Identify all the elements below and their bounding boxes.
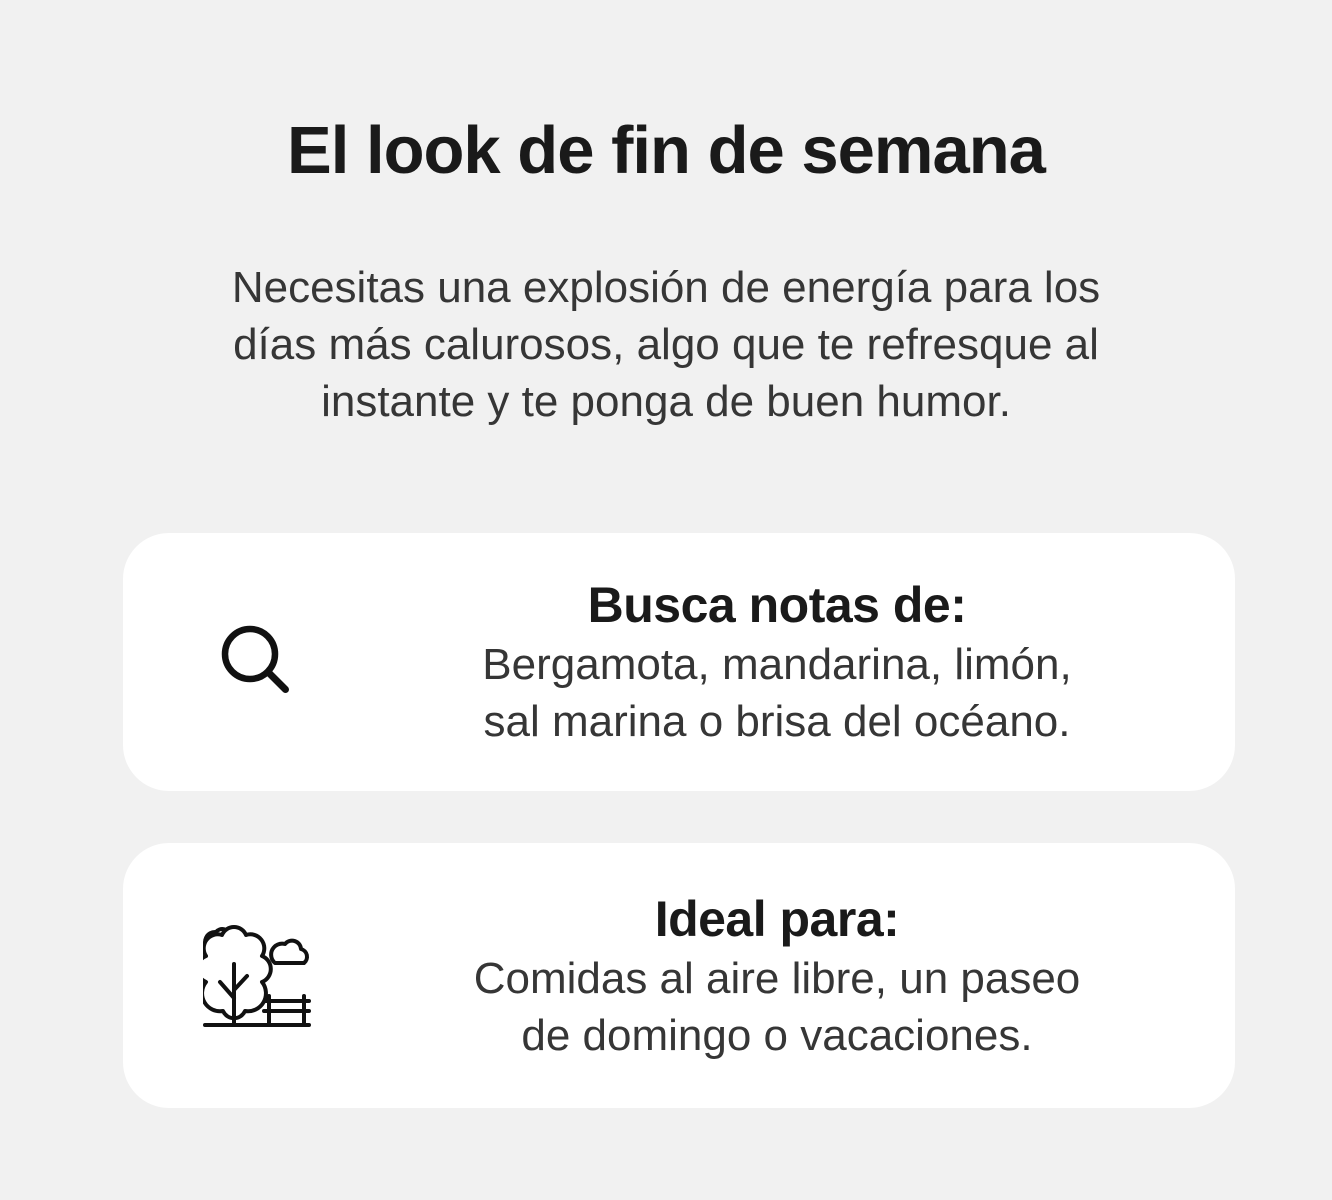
intro-line: instante y te ponga de buen humor. xyxy=(321,377,1011,426)
search-icon xyxy=(123,625,319,699)
intro-line: Necesitas una explosión de energía para los xyxy=(231,263,1101,312)
page-title: El look de fin de semana xyxy=(287,113,1045,188)
ideal-for-card xyxy=(123,843,1235,1108)
card-heading: Busca notas de: xyxy=(587,577,967,633)
card-heading: Ideal para: xyxy=(654,890,900,947)
intro-text xyxy=(0,259,1332,430)
intro-line: días más calurosos, algo que te refresque al xyxy=(233,320,1099,369)
card-body-line: Bergamota, mandarina, limón, xyxy=(482,640,1072,689)
card-text xyxy=(319,574,1235,750)
park-icon xyxy=(123,924,319,1028)
card-body-line: de domingo o vacaciones. xyxy=(521,1010,1033,1060)
card-body-line: sal marina o brisa del océano. xyxy=(483,697,1071,746)
search-notes-card xyxy=(123,533,1235,791)
card-text xyxy=(319,888,1235,1064)
card-body-line: Comidas al aire libre, un paseo xyxy=(473,953,1081,1003)
